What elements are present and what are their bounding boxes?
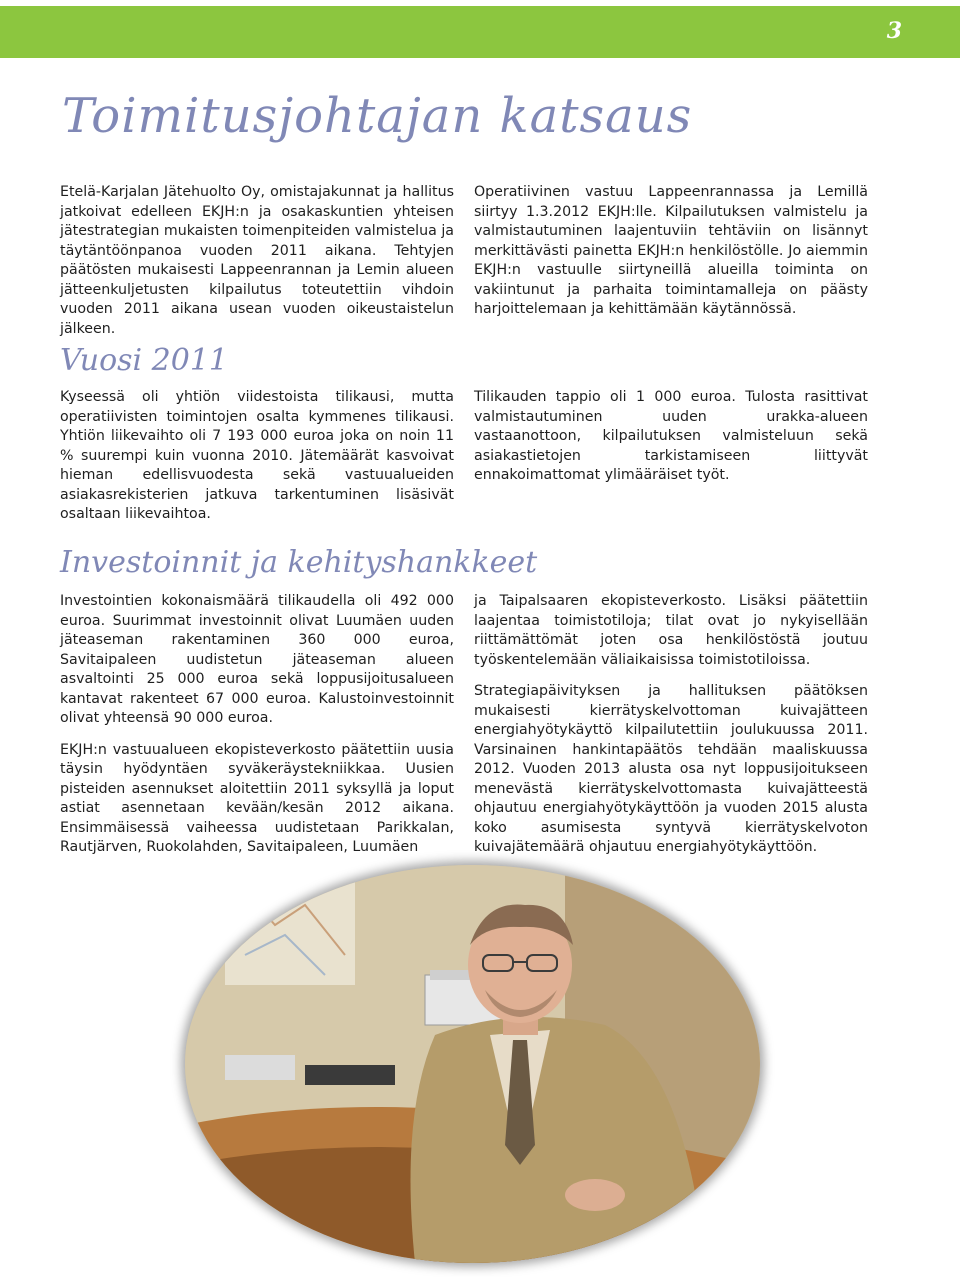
page-number: 3 bbox=[886, 18, 902, 44]
investments-right-paragraph-1: ja Taipalsaaren ekopisteverkosto. Lisäksi päätettiin laajentaa toimistotiloja; tilat ovat jo nykyisellään riittämättömät joten osa henkilöstöstä joutuu työskentelemään väliaikaisissa toimistotiloissa. bbox=[474, 593, 868, 668]
year-left-column bbox=[60, 388, 454, 537]
year-right-column bbox=[474, 388, 868, 498]
investments-right-column bbox=[474, 592, 868, 870]
investments-left-paragraph-2: EKJH:n vastuualueen ekopisteverkosto päätettiin uusia täysin hyödyntäen syväkeräystekniikkaa. Uusien pisteiden asennukset aloitettiin 2011 syksyllä ja loput astiat asennetaan kevään/kesän 2012 aikana. Ensimmäisessä vaiheessa uudistetaan Parikkalan, Rautjärven, Ruokolahden, Savitaipaleen, Luumäen bbox=[60, 741, 454, 855]
intro-left-paragraph: Etelä-Karjalan Jätehuolto Oy, omistajakunnat ja hallitus jatkoivat edelleen EKJH:n ja osakaskuntien yhteisen jätestrategian mukaisten toimenpiteiden valmistelua ja täytäntöönpanoa vuoden 2011 aikana. Tehtyjen päätösten mukaisesti Lappeenrannan ja Lemin alueen jätteenkuljetusten kilpailutus toteutettiin vihdoin vuoden 2011 aikana usean vuoden oikeustaistelun jälkeen. bbox=[60, 184, 454, 337]
ceo-portrait-photo bbox=[185, 865, 760, 1263]
year-right-paragraph: Tilikauden tappio oli 1 000 euroa. Tulosta rasittivat valmistautuminen uuden urakka-alueen vastaanottoon, kilpailutuksen valmisteluun sekä asiakastietojen tarkistamiseen liittyvät ennakoimattomat ylimääräiset työt. bbox=[474, 389, 868, 483]
section-heading-investoinnit: Investoinnit ja kehityshankkeet bbox=[60, 545, 538, 580]
intro-right-paragraph: Operatiivinen vastuu Lappeenrannassa ja Lemillä siirtyy 1.3.2012 EKJH:lle. Kilpailutuksen valmistelu ja valmistautuminen laajentuviin tehtäviin on lisännyt merkittävästi painetta EKJH:n henkilöstölle. Jo aiemmin EKJH:n vastuulle siirtyneillä alueilla toiminta on vakiintunut ja parhaita toimintamalleja on päästy harjoittelemaan ja kehittämään käytännössä. bbox=[474, 184, 868, 317]
intro-right-column bbox=[474, 183, 868, 332]
year-left-paragraph: Kyseessä oli yhtiön viidestoista tilikausi, mutta operatiivisten toimintojen osalta kymmenes tilikausi. Yhtiön liikevaihto oli 7 193 000 euroa joka on noin 11 % suurempi kuin vuonna 2010. Jätemäärät kasvoivat hieman edellisvuodesta sekä vastuualueiden asiakasrekisterien jatkuva tarkentuminen lisäsivät osaltaan liikevaihtoa. bbox=[60, 389, 454, 522]
section-heading-vuosi-2011: Vuosi 2011 bbox=[60, 343, 229, 378]
header-band bbox=[0, 6, 960, 58]
investments-right-paragraph-2: Strategiapäivityksen ja hallituksen päätöksen mukaisesti kierrätyskelvottoman kuivajätteen energiahyötykäyttö kilpailutettiin joulukuussa 2011. Varsinainen hankintapäätös tehdään maaliskuussa 2012. Vuoden 2013 alusta osa nyt loppusijoitukseen menevästä kierrätyskelvottomasta kuivajätteestä ohjautuu energiahyötykäyttöön ja vuoden 2015 alusta koko asumisesta syntyvä kierrätyskelvoton kuivajätemäärä ohjautuu energiahyötykäyttöön. bbox=[474, 683, 868, 855]
page-title: Toimitusjohtajan katsaus bbox=[62, 88, 693, 144]
investments-left-column bbox=[60, 592, 454, 870]
intro-left-column bbox=[60, 183, 454, 351]
office-portrait-illustration bbox=[185, 865, 760, 1263]
investments-left-paragraph-1: Investointien kokonaismäärä tilikaudella oli 492 000 euroa. Suurimmat investoinnit olivat Luumäen uuden jäteaseman rakentaminen 360 000 euroa, Savitaipaleen uudistetun jäteaseman alueen asvaltointi 25 000 euroa sekä loppusijoitusalueen kantavat rakenteet 67 000 euroa. Kalustoinvestoinnit olivat yhteensä 90 000 euroa. bbox=[60, 593, 454, 726]
